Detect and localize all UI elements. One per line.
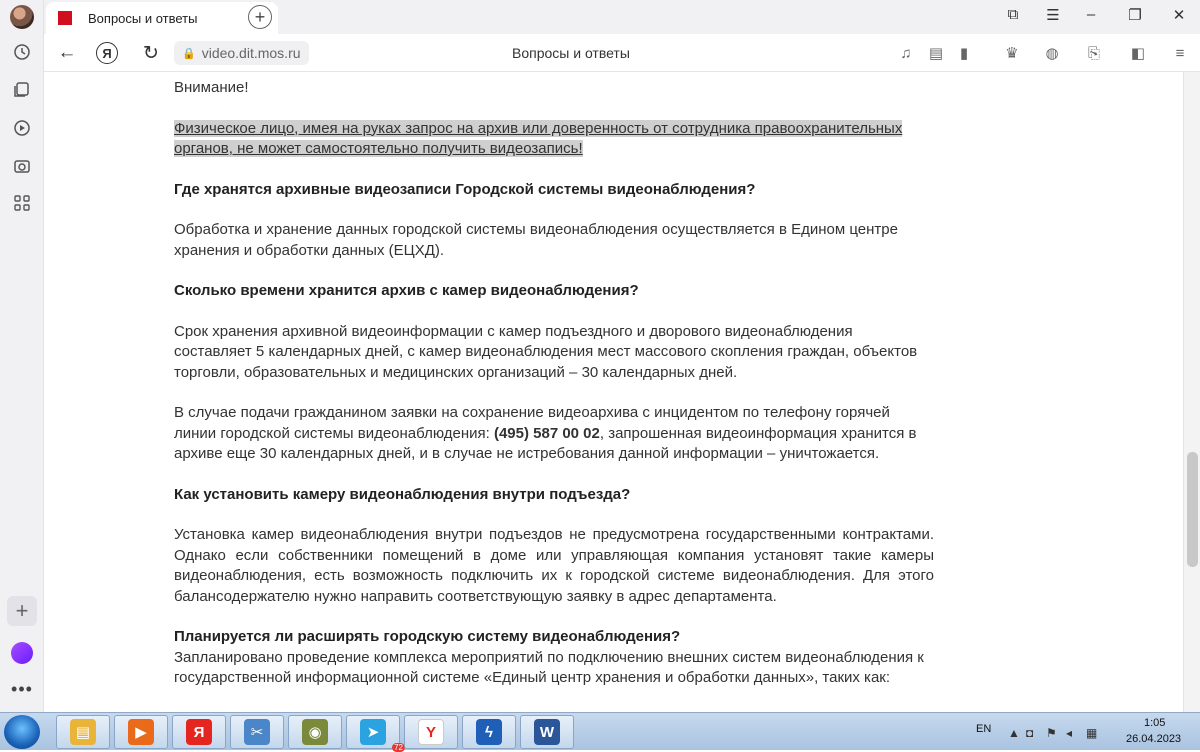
hotline-text-before: В случае подачи гражданином заявки на сохранение видеоархива с инцидентом по телефону горячей линии городской системы видеонаблюдения: [174, 404, 890, 442]
answer-hotline [174, 403, 934, 465]
question-archive-storage: Где хранятся архивные видеозаписи Городской системы видеонаблюдения? [174, 180, 756, 198]
tray-expand-icon[interactable]: ▲ [1008, 726, 1020, 740]
browser-sidebar [0, 0, 44, 712]
hotline-text-after: , запрошенная видеоинформация хранится в архиве еще 30 календарных дней, и в случае не истребования данной информации – уничтожается. [174, 424, 917, 462]
volume-icon[interactable]: ◂ [1066, 726, 1073, 740]
collections-icon[interactable] [7, 75, 37, 105]
eye-app-icon: ◉ [302, 719, 328, 745]
answer-archive-duration: Срок хранения архивной видеоинформации с камер подъездного и дворового видеонаблюдения составляет 5 календарных дней, с камер видеонаблюдения мест массового скопления граждан, объектов торговли, образовательных и медицинских организаций – 30 календарных дней. [174, 322, 918, 381]
telegram-icon: ➤ [360, 719, 386, 745]
page-title: Вопросы и ответы [512, 45, 630, 61]
start-button[interactable] [4, 715, 40, 749]
video-icon[interactable] [7, 113, 37, 143]
taskbar-app-file-explorer[interactable] [56, 715, 110, 749]
address-bar [44, 34, 1200, 72]
language-indicator[interactable]: EN [976, 723, 992, 735]
new-tab-button[interactable]: + [248, 5, 272, 29]
word-icon: W [534, 719, 560, 745]
more-icon[interactable]: ••• [11, 678, 33, 699]
extension-icon[interactable]: ♛ [1005, 45, 1019, 62]
action-center-icon[interactable]: ⚑ [1046, 726, 1057, 740]
page-content [44, 72, 1183, 712]
menu-icon[interactable]: ☰ [1046, 7, 1060, 24]
taskbar-app-snipping-tool[interactable] [230, 715, 284, 749]
taskbar-app-yandex-app[interactable] [172, 715, 226, 749]
protect-icon[interactable]: ◧ [1130, 45, 1146, 62]
media-player-icon: ▶ [128, 719, 154, 745]
answer-entrance-camera: Установка камер видеонаблюдения внутри подъездов не предусмотрена государственными контрактами. Однако если собственники помещений в доме или управляющая компания установят такие камеры видеонаблюдения, есть возможность подключить их к городской системе видеонаблюдения. Для этого балансодержателю нужно направить соответствующую заявку в адрес департамента. [174, 526, 934, 605]
globe-icon[interactable]: ◍ [1045, 45, 1059, 62]
tab-strip [44, 0, 1200, 34]
arrow-left-icon[interactable]: ← [57, 42, 77, 63]
yandex-button[interactable]: Я [96, 42, 118, 64]
clock-date[interactable]: 26.04.2023 [1126, 733, 1182, 745]
bookmark-tabs-icon[interactable]: ⧉ [1007, 6, 1019, 23]
tray-app-icon[interactable]: ◘ [1026, 726, 1034, 740]
clock-time[interactable]: 1:05 [1144, 717, 1166, 729]
url-field[interactable] [174, 41, 309, 65]
taskbar-app-archiver-app[interactable] [462, 715, 516, 749]
scrollbar-thumb[interactable] [1187, 452, 1198, 567]
translate-icon[interactable]: ⎘ [1087, 44, 1100, 62]
bookmark-icon[interactable]: ▮ [959, 45, 969, 62]
notification-badge: 72 [394, 743, 403, 752]
archiver-app-icon: ϟ [476, 719, 502, 745]
headphones-icon[interactable]: ♫ [900, 44, 912, 62]
question-archive-duration: Сколько времени хранится архив с камер видеонаблюдения? [174, 282, 639, 299]
faq-article [174, 78, 934, 729]
lock-icon: 🔒 [182, 47, 196, 60]
answer-expansion: Запланировано проведение комплекса мероприятий по подключению внешних систем видеонаблюдения к государственной информационной системе «Единый центр хранения и обработки данных», таких как: [174, 648, 924, 686]
reload-icon[interactable]: ↻ [143, 42, 159, 64]
downloads-icon[interactable]: ≡ [1175, 44, 1185, 62]
restore-icon[interactable]: ❐ [1128, 7, 1142, 24]
avatar[interactable] [10, 5, 34, 29]
site-favicon-icon [58, 11, 72, 25]
question-entrance-camera: Как установить камеру видеонаблюдения внутри подъезда? [174, 485, 631, 503]
taskbar-app-word[interactable] [520, 715, 574, 749]
url-text: video.dit.mos.ru [201, 45, 301, 61]
yandex-app-icon: Я [186, 719, 212, 745]
warning-text: Физическое лицо, имея на руках запрос на архив или доверенность от сотрудника правоохранительных органов, не может самостоятельно получить видеозапись! [174, 119, 903, 157]
question-expansion: Планируется ли расширять городскую систему видеонаблюдения? [174, 628, 681, 645]
taskbar-app-telegram[interactable] [346, 715, 403, 752]
warning-title: Внимание! [174, 79, 249, 96]
taskbar-app-yandex-browser[interactable] [404, 715, 458, 749]
file-explorer-icon: ▤ [70, 719, 96, 745]
yandex-browser-icon: Y [418, 719, 444, 745]
close-icon[interactable]: ✕ [1172, 7, 1186, 24]
taskbar-app-media-player[interactable] [114, 715, 168, 749]
add-panel-icon[interactable]: + [7, 596, 37, 626]
answer-archive-storage: Обработка и хранение данных городской системы видеонаблюдения осуществляется в Едином центре хранения и обработки данных (ЕЦХД). [174, 221, 898, 259]
snipping-tool-icon: ✂ [244, 719, 270, 745]
page-scrollbar[interactable] [1183, 72, 1200, 712]
reader-mode-icon[interactable]: ▤ [928, 45, 944, 62]
minimize-icon[interactable]: – [1086, 6, 1096, 23]
services-icon[interactable] [7, 188, 37, 218]
alice-icon[interactable] [11, 642, 33, 664]
history-icon[interactable] [7, 37, 37, 67]
screenshot-icon[interactable] [7, 151, 37, 181]
network-icon[interactable]: ▦ [1086, 726, 1098, 740]
tab-title: Вопросы и ответы [88, 10, 198, 26]
windows-taskbar [0, 712, 1200, 750]
taskbar-app-eye-app[interactable] [288, 715, 342, 749]
tab-active[interactable] [46, 2, 278, 34]
hotline-phone: (495) 587 00 02 [493, 424, 600, 442]
